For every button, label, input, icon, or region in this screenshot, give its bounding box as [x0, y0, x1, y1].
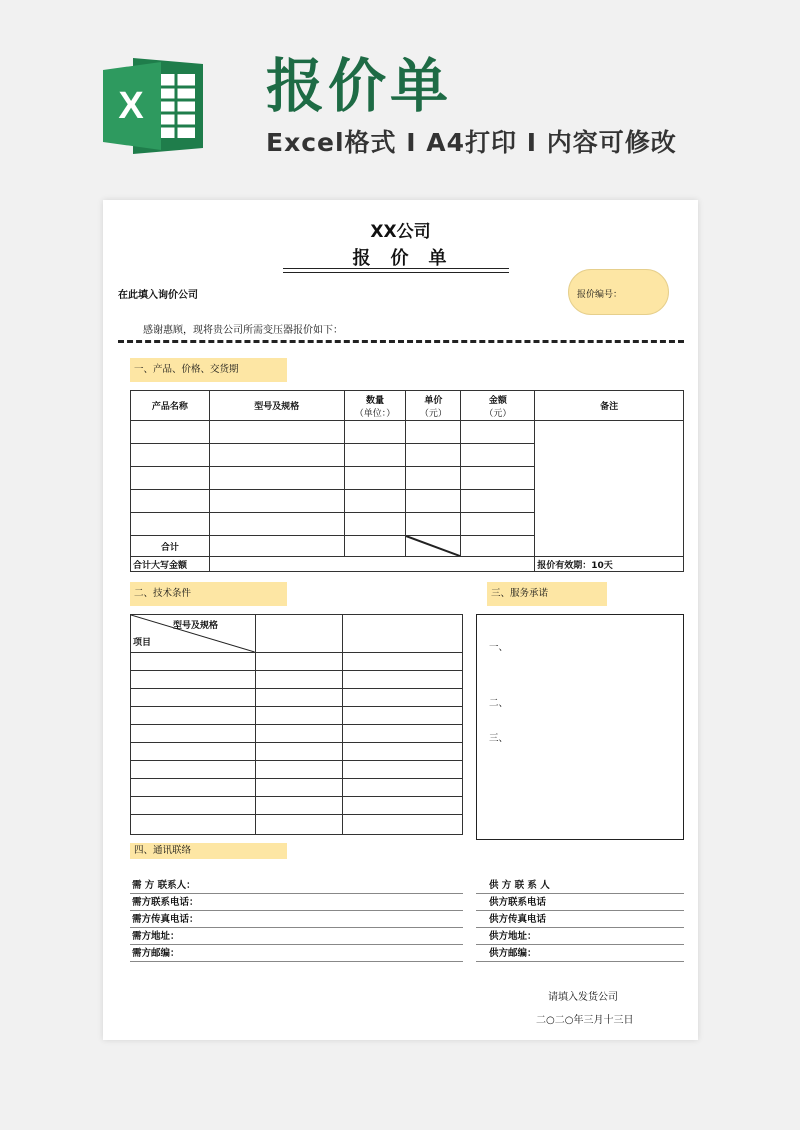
contact-line: [130, 961, 463, 962]
table-row[interactable]: [131, 797, 463, 815]
validity-text: 报价有效期：10天: [535, 557, 684, 572]
banner: [0, 0, 800, 190]
buyer-phone[interactable]: 需方联系电话：: [132, 897, 199, 908]
table-row[interactable]: [131, 725, 463, 743]
section-1-header: 一、产品、价格、交货期: [130, 358, 287, 382]
inquiry-company-field[interactable]: 在此填入询价公司: [118, 290, 198, 301]
diag-bottom-label: 项目: [133, 638, 152, 648]
buyer-contact[interactable]: 需 方 联系人：: [132, 880, 196, 891]
total-words-row[interactable]: [131, 557, 684, 572]
buyer-fax[interactable]: 需方传真电话：: [132, 914, 199, 925]
contact-line: [130, 944, 463, 945]
header-product: 产品名称: [131, 391, 210, 421]
total-label: 合计: [131, 536, 210, 557]
table-row[interactable]: [131, 743, 463, 761]
contact-line: [130, 927, 463, 928]
section-2-header: 二、技术条件: [130, 582, 287, 606]
banner-title: 报价单: [266, 52, 453, 120]
supplier-company-field[interactable]: 请填入发货公司: [548, 992, 618, 1003]
remark-cell[interactable]: [535, 421, 684, 557]
table-row[interactable]: [131, 653, 463, 671]
section-4-header: 四、通讯联络: [130, 843, 287, 859]
section-3-header: 三、服务承诺: [487, 582, 607, 606]
price-table: [130, 390, 684, 572]
excel-logo-icon: [103, 58, 203, 154]
service-promise-box[interactable]: [476, 614, 684, 840]
technical-table: [130, 614, 463, 835]
banner-subtitle: Excel格式 I A4打印 I 内容可修改: [266, 128, 677, 157]
diagonal-header-cell: [131, 615, 256, 653]
diag-top-label: 型号及规格: [173, 621, 219, 631]
quote-number-label: 报价编号：: [577, 290, 623, 300]
table-row[interactable]: [131, 779, 463, 797]
excel-logo-letter: X: [118, 85, 144, 127]
title-underline: [283, 268, 509, 269]
quotation-sheet: [103, 200, 698, 1040]
thanks-line: 感谢惠顾，现将贵公司所需变压器报价如下：: [143, 325, 343, 336]
table-row[interactable]: [131, 421, 684, 444]
seller-fax[interactable]: 供方传真电话: [489, 914, 547, 925]
header-amount: 金额 （元）: [461, 391, 535, 421]
seller-phone[interactable]: 供方联系电话: [489, 897, 547, 908]
seller-address[interactable]: 供方地址：: [489, 931, 537, 942]
header-qty: 数量 （单位：）: [344, 391, 406, 421]
document-title: 报价单: [352, 248, 467, 269]
table-row[interactable]: [131, 689, 463, 707]
seller-postcode[interactable]: 供方邮编：: [489, 948, 537, 959]
header-price: 单价 （元）: [406, 391, 461, 421]
total-price-slash: [406, 536, 461, 557]
price-table-header-row: [131, 391, 684, 421]
title-underline-2: [283, 272, 509, 273]
buyer-address[interactable]: 需方地址：: [132, 931, 180, 942]
promise-item-2: 二、: [489, 698, 509, 709]
issue-date[interactable]: 二○二○年三月十三日: [536, 1015, 634, 1026]
table-row[interactable]: [131, 815, 463, 835]
technical-header-row: [131, 615, 463, 653]
table-row[interactable]: [131, 707, 463, 725]
seller-contact[interactable]: 供 方 联 系 人: [489, 880, 550, 891]
buyer-postcode[interactable]: 需方邮编：: [132, 948, 180, 959]
contact-line: [476, 961, 684, 962]
header-model: 型号及规格: [209, 391, 344, 421]
quote-number-badge[interactable]: [568, 269, 669, 315]
company-name[interactable]: XX公司: [370, 222, 431, 242]
table-row[interactable]: [131, 671, 463, 689]
header-remark: 备注: [535, 391, 684, 421]
table-row[interactable]: [131, 761, 463, 779]
total-words-label: 合计大写金额: [131, 557, 210, 572]
dashed-divider: [118, 340, 684, 343]
promise-item-1: 一、: [489, 642, 509, 653]
promise-item-3: 三、: [489, 733, 509, 744]
